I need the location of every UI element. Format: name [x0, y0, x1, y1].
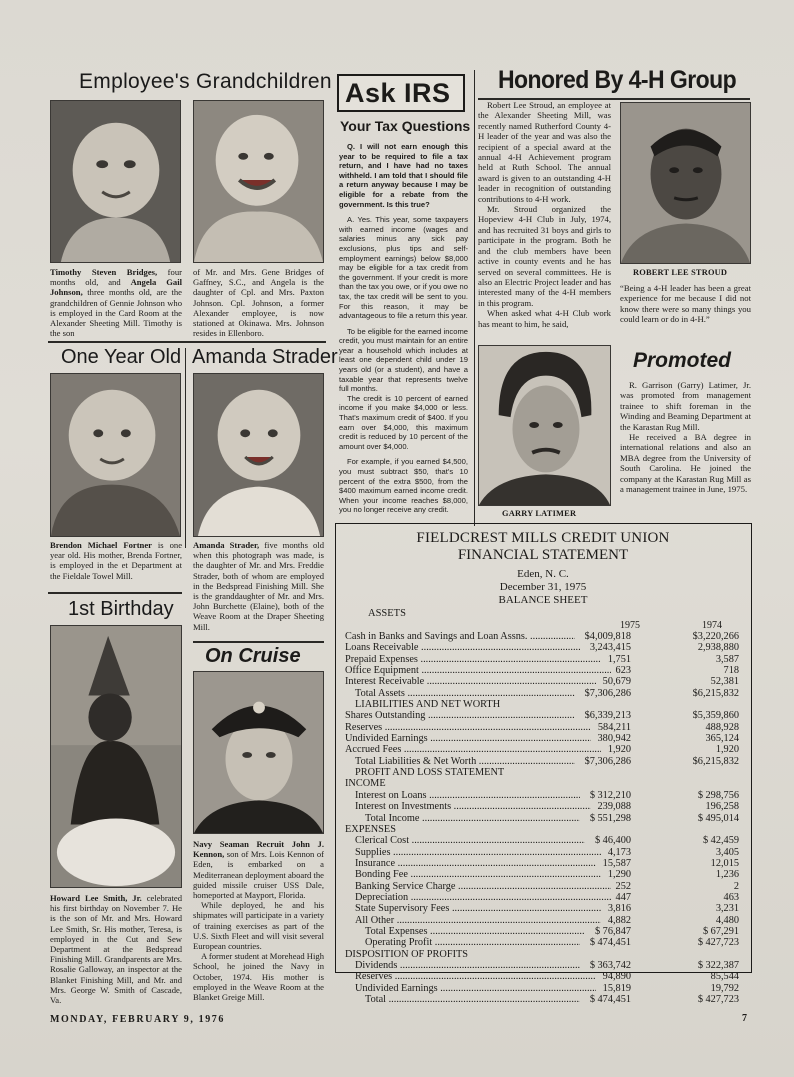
- financial-row: [345, 971, 749, 982]
- financial-row: [345, 801, 749, 812]
- financial-row: [345, 903, 749, 914]
- financial-value-1975: $7,306,286: [584, 687, 631, 699]
- financial-value-1974: 196,258: [705, 801, 739, 813]
- financial-row-label: Prepaid Expenses .....: [345, 654, 601, 665]
- financial-row: [345, 858, 749, 869]
- irs-answer-4: For example, if you earned $4,500, you must subtract $50, that's 10 percent of the extra $500, from the $400 maximum earned income credit. When your income reaches $8,000, you no longer receive any credit.: [339, 457, 468, 515]
- honored-heading: Honored By 4-H Group: [498, 66, 737, 94]
- financial-value-1975: 4,882: [607, 914, 631, 926]
- financial-row: [345, 710, 749, 721]
- promoted-para2: He received a BA degree in international relations and also an MBA degree from the University of South Carolina. He joined the company at the Karastan Rug Mill as a management trainee in June, 1975.: [620, 432, 751, 495]
- caption-text: is one year old. His mother, Brenda Fortner, is employed in the et Department at the Fieldale Towel Mill.: [50, 540, 183, 581]
- financial-value-1975: $ 474,451: [589, 994, 631, 1005]
- financial-value-1975: $ 46,400: [594, 835, 631, 847]
- divider: [48, 341, 326, 343]
- page-number: 7: [742, 1013, 747, 1024]
- irs-answer-1: A. Yes. This year, some taxpayers with earned income (wages and salaries minus any sick pay exclusions, plus tips and self-employment earnings) below $8,000 may be eligible for a tax credit from the government. If your credit is more than the tax you owe, or if you owe no tax, the tax credit will be sent to you. For this reason, it may be advantageous to file a return this year.: [339, 215, 468, 321]
- divider: [193, 641, 324, 643]
- caption-text: celebrated his first birthday on November 7. He is the son of Mr. and Mrs. Howard Lee Smith, Sr. His mother, Teresa, is employed in the Cut and Sew Department at the Bedspread Finishing Mill. Grandparents are Mrs. Rosalie Galloway, an inspector at the Blanket Finishing Mill, and Mr. and Mrs. George W. Smith of Cascade, Va.: [50, 893, 182, 1006]
- financial-value-1975: 380,942: [597, 733, 631, 745]
- financial-value-1974: 365,124: [705, 733, 739, 745]
- financial-value-1975: 15,819: [602, 982, 631, 994]
- divider: [474, 70, 475, 526]
- financial-value-1974: $5,359,860: [692, 710, 739, 722]
- financial-value-1974: 3,231: [715, 903, 739, 915]
- on-cruise-para2: While deployed, he and his shipmates will participate in a variety of training exercises as part of the U.S. Sixth Fleet and will visit several European countries.: [193, 900, 324, 952]
- financial-row: [345, 665, 749, 676]
- financial-row: [345, 983, 749, 994]
- ask-irs-body: [339, 142, 468, 521]
- financial-value-1974: $3,220,266: [692, 631, 739, 642]
- financial-title-1: FIELDCREST MILLS CREDIT UNION: [416, 530, 670, 546]
- financial-value-1974: 2,938,880: [697, 642, 739, 654]
- financial-section-heading: [345, 699, 749, 710]
- ask-irs-logo: [337, 74, 465, 112]
- grandchildren-caption-right: of Mr. and Mrs. Gene Bridges of Gaffney, S.C., and Angela is the daughter of Cpl. and Mrs. Paxton Johnson. Cpl. Johnson, a former Alexander employee, is now stationed at Okinawa. Mrs. Johnson resides in Ellenboro.: [193, 267, 324, 339]
- irs-answer-2: To be eligible for the earned income credit, you must maintain for an entire year a household which includes at least one dependent child under 19 years old (or a student), and have a taxable year that represents twelve full months.: [339, 326, 468, 394]
- financial-row: [345, 654, 749, 665]
- financial-row-label: EXPENSES: [345, 823, 396, 835]
- on-cruise-caption: [193, 839, 324, 1002]
- financial-row: [345, 688, 749, 699]
- divider: [48, 592, 182, 594]
- one-year-old-caption: [50, 540, 182, 581]
- honored-para2: Mr. Stroud organized the Hopeview 4-H Club in July, 1974, and has recruited 31 boys and girls to participate in the program. Both he and the club members have been active in county events and he has served on several committees. He is also an Electric Project leader and has interested many of the 4-H members in this program.: [478, 204, 611, 308]
- financial-value-1974: 19,792: [710, 982, 739, 994]
- financial-statement-box: [335, 523, 752, 1005]
- assets-label: ASSETS: [368, 608, 406, 619]
- financial-row-label: Total Assets .....: [355, 688, 575, 699]
- financial-value-1974: 4,480: [715, 914, 739, 926]
- financial-value-1975: 252: [615, 880, 631, 892]
- financial-row: [345, 937, 749, 948]
- financial-value-1975: 50,679: [602, 676, 631, 688]
- financial-row: [345, 960, 749, 971]
- financial-value-1975: $ 76,847: [594, 925, 631, 937]
- stroud-quote: “Being a 4-H leader has been a great experience for me because I did not know there were so many things you could learn or do in 4-H.”: [620, 283, 751, 325]
- irs-answer-3: The credit is 10 percent of earned income if you make $4,000 or less. That's maximum credit of $400. If you earn over $4,000, this maximum credit is reduced by 10 percent of the amount over $4,000.: [339, 393, 468, 451]
- photo-garry-latimer: [478, 345, 611, 506]
- financial-row: [345, 744, 749, 755]
- first-birthday-caption: [50, 893, 182, 1005]
- caption-name-amanda: Amanda Strader,: [193, 540, 260, 550]
- financial-value-1974: $ 427,723: [697, 937, 739, 949]
- promoted-para1: R. Garrison (Garry) Latimer, Jr. was promoted from management trainee to shift foreman in the Winding and Beaming Department at the Karastan Rug Mill.: [620, 380, 751, 432]
- on-cruise-para3: A former student at Morehead High School, he joined the Navy in October, 1974. His mother is employed in the Weave Room at the Blanket Greige Mill.: [193, 951, 324, 1003]
- financial-row-label: All Other .....: [355, 915, 601, 926]
- financial-value-1975: 447: [615, 891, 631, 903]
- financial-row: [345, 881, 749, 892]
- financial-row-label: Total Expenses .....: [365, 926, 585, 937]
- financial-row: [345, 722, 749, 733]
- financial-row: [345, 756, 749, 767]
- financial-value-1974: 1,236: [715, 869, 739, 881]
- financial-value-1974: $6,215,832: [692, 687, 739, 699]
- financial-value-1974: $ 495,014: [697, 812, 739, 824]
- financial-row-label: Undivided Earnings .....: [355, 983, 596, 994]
- photo-john-kennon: [193, 671, 324, 834]
- financial-row-label: LIABILITIES AND NET WORTH: [355, 699, 501, 711]
- financial-row-label: DISPOSITION OF PROFITS: [345, 948, 469, 960]
- financial-value-1974: 52,381: [710, 676, 739, 688]
- financial-rows: [345, 631, 749, 1005]
- financial-row-label: Total .....: [365, 994, 580, 1005]
- financial-row-label: Office Equipment .....: [345, 665, 611, 676]
- financial-row-label: Reserves .....: [345, 722, 591, 733]
- financial-row-label: Undivided Earnings .....: [345, 733, 591, 744]
- caption-name-howard: Howard Lee Smith, Jr.: [50, 893, 142, 903]
- financial-row: [345, 869, 749, 880]
- financial-row-label: Interest on Investments .....: [355, 801, 591, 812]
- financial-row-label: INCOME: [345, 778, 386, 790]
- financial-row-label: Insurance .....: [355, 858, 596, 869]
- financial-value-1975: 623: [615, 665, 631, 677]
- financial-value-1975: 1,751: [607, 653, 631, 665]
- financial-title-2: FINANCIAL STATEMENT: [457, 547, 629, 563]
- financial-row: [345, 915, 749, 926]
- financial-row-label: Interest Receivable .....: [345, 676, 596, 687]
- financial-value-1974: $ 427,723: [697, 994, 739, 1005]
- financial-value-1975: 94,890: [602, 971, 631, 983]
- divider: [185, 348, 186, 548]
- year-1975-header: 1975: [620, 620, 640, 631]
- promoted-body: [620, 380, 751, 494]
- financial-value-1975: $ 551,298: [589, 812, 631, 824]
- financial-row-label: PROFIT AND LOSS STATEMENT: [355, 767, 505, 779]
- financial-row: [345, 676, 749, 687]
- first-birthday-heading: 1st Birthday: [68, 598, 174, 620]
- financial-row-label: Interest on Loans .....: [355, 790, 580, 801]
- financial-value-1975: 3,816: [607, 903, 631, 915]
- amanda-caption: [193, 540, 324, 632]
- financial-value-1975: 1,290: [607, 869, 631, 881]
- financial-value-1975: $ 474,451: [589, 937, 631, 949]
- caption-name-timothy: Timothy Steven Bridges,: [50, 267, 158, 277]
- financial-row: [345, 642, 749, 653]
- ask-irs-logo-text: Ask IRS: [345, 78, 451, 108]
- financial-value-1974: $ 298,756: [697, 789, 739, 801]
- financial-value-1975: $4,009,818: [584, 631, 631, 642]
- financial-row-label: Cash in Banks and Savings and Loan Assns. .....: [345, 631, 575, 642]
- financial-row: [345, 813, 749, 824]
- honored-para3: When asked what 4-H Club work has meant to him, he said,: [478, 308, 611, 329]
- financial-value-1974: 488,928: [705, 721, 739, 733]
- photo-amanda-strader: [193, 373, 324, 537]
- financial-row-label: Total Income .....: [365, 813, 580, 824]
- financial-value-1975: 15,587: [602, 857, 631, 869]
- financial-row-label: Clerical Cost .....: [355, 835, 585, 846]
- financial-row-label: Reserves .....: [355, 971, 596, 982]
- financial-value-1975: $ 363,742: [589, 959, 631, 971]
- financial-value-1974: 718: [723, 665, 739, 677]
- caption-text: son of Mrs. Lois Kennon of Eden, is embarked on a Mediterranean deployment aboard the guided missile cruiser USS Dale, homeported at Mayport, Florida.: [193, 849, 325, 901]
- financial-row-label: Dividends .....: [355, 960, 580, 971]
- financial-value-1974: $6,215,832: [692, 755, 739, 767]
- caption-name-kennon: Navy Seaman Recruit John J. Kennon,: [193, 839, 324, 860]
- year-1974-header: 1974: [702, 620, 722, 631]
- financial-value-1974: 12,015: [710, 857, 739, 869]
- financial-value-1975: $6,339,213: [584, 710, 631, 722]
- financial-sheet-title: BALANCE SHEET: [498, 594, 588, 606]
- footer-date: MONDAY, FEBRUARY 9, 1976: [50, 1014, 226, 1025]
- latimer-photo-caption: GARRY LATIMER: [502, 509, 577, 518]
- financial-value-1974: 2: [733, 880, 739, 892]
- stroud-photo-caption: ROBERT LEE STROUD: [633, 268, 728, 277]
- financial-date: December 31, 1975: [499, 581, 587, 593]
- financial-row: [345, 631, 749, 642]
- financial-row: [345, 790, 749, 801]
- financial-row-label: State Supervisory Fees .....: [355, 903, 601, 914]
- photo-brendon-fortner: [50, 373, 181, 537]
- honored-body: [478, 100, 611, 329]
- financial-value-1974: 1,920: [715, 744, 739, 756]
- on-cruise-heading: On Cruise: [205, 645, 301, 667]
- financial-row: [345, 733, 749, 744]
- financial-row-label: Shares Outstanding .....: [345, 710, 575, 721]
- caption-text: three months old, are the grandchildren of Gennie Johnson who is employed in the Card Room at the Alexander Sheeting Mill. Timothy is the son: [50, 287, 182, 339]
- financial-value-1975: 3,243,415: [589, 642, 631, 654]
- caption-text: four months old, and: [50, 267, 182, 288]
- financial-section-heading: [345, 778, 749, 789]
- financial-value-1974: 3,587: [715, 653, 739, 665]
- grandchildren-heading: Employee's Grandchildren: [79, 70, 332, 93]
- caption-name-angela: Angela Gail Johnson,: [50, 277, 183, 298]
- caption-name-brendon: Brendon Michael Fortner: [50, 540, 152, 550]
- financial-row: [345, 994, 749, 1005]
- financial-value-1975: 4,173: [607, 846, 631, 858]
- financial-value-1974: 3,405: [715, 846, 739, 858]
- financial-section-heading: [345, 824, 749, 835]
- financial-value-1975: $7,306,286: [584, 755, 631, 767]
- financial-value-1975: 584,211: [597, 721, 631, 733]
- financial-row: [345, 926, 749, 937]
- on-cruise-para1: [193, 839, 324, 900]
- financial-row: [345, 892, 749, 903]
- ask-irs-subheading: Your Tax Questions: [340, 118, 471, 134]
- financial-row: [345, 847, 749, 858]
- caption-text: five months old when this photograph was made, is the daughter of Mr. and Mrs. Freddie Strader, both of whom are employed in the Bedspread Finishing Mill. She is the granddaughter of Mr. and Mrs. John Burchette (Elaine), both of the Weave Room at the Draper Sheeting Mill.: [193, 540, 324, 632]
- financial-value-1974: 85,544: [710, 971, 739, 983]
- honored-para1: Robert Lee Stroud, an employee at the Alexander Sheeting Mill, was recently named Rutherford County 4-H leader of the year and was also the recipient of a special award at the annual 4-H Achievement program held at Ruth School. The annual award is given to an outstanding 4-H leader in recognition of outstanding contributions to 4-H work.: [478, 100, 611, 204]
- financial-value-1975: $ 312,210: [589, 789, 631, 801]
- financial-row-label: Depreciation .....: [355, 892, 611, 903]
- financial-row-label: Banking Service Charge .....: [355, 881, 611, 892]
- irs-question: Q. I will not earn enough this year to be required to file a tax return, and I have had no taxes withheld. I am told that I should file a return anyway because I may be eligible for a rebate from the government. Is this true?: [339, 142, 468, 209]
- financial-place: Eden, N. C.: [517, 568, 569, 580]
- promoted-heading: Promoted: [633, 349, 732, 372]
- one-year-old-heading: One Year Old: [61, 346, 182, 368]
- financial-section-heading: [345, 949, 749, 960]
- financial-row-label: Bonding Fee .....: [355, 869, 601, 880]
- amanda-heading: Amanda Strader: [192, 346, 338, 368]
- financial-value-1974: $ 322,387: [697, 959, 739, 971]
- financial-value-1975: 1,920: [607, 744, 631, 756]
- grandchildren-caption-left: [50, 267, 182, 338]
- financial-row-label: Supplies .....: [355, 847, 601, 858]
- financial-value-1974: 463: [723, 891, 739, 903]
- photo-howard-smith: [50, 625, 182, 888]
- financial-section-heading: [345, 767, 749, 778]
- financial-value-1974: $ 42,459: [702, 835, 739, 847]
- financial-value-1974: $ 67,291: [702, 925, 739, 937]
- photo-angela-johnson: [193, 100, 324, 263]
- financial-value-1975: 239,088: [597, 801, 631, 813]
- photo-robert-stroud: [620, 102, 751, 264]
- financial-row-label: Total Liabilities & Net Worth .....: [355, 756, 575, 767]
- financial-row-label: Accrued Fees .....: [345, 744, 601, 755]
- financial-row: [345, 835, 749, 846]
- photo-timothy-bridges: [50, 100, 181, 263]
- financial-row-label: Operating Profit .....: [365, 937, 580, 948]
- financial-row-label: Loans Receivable .....: [345, 642, 580, 653]
